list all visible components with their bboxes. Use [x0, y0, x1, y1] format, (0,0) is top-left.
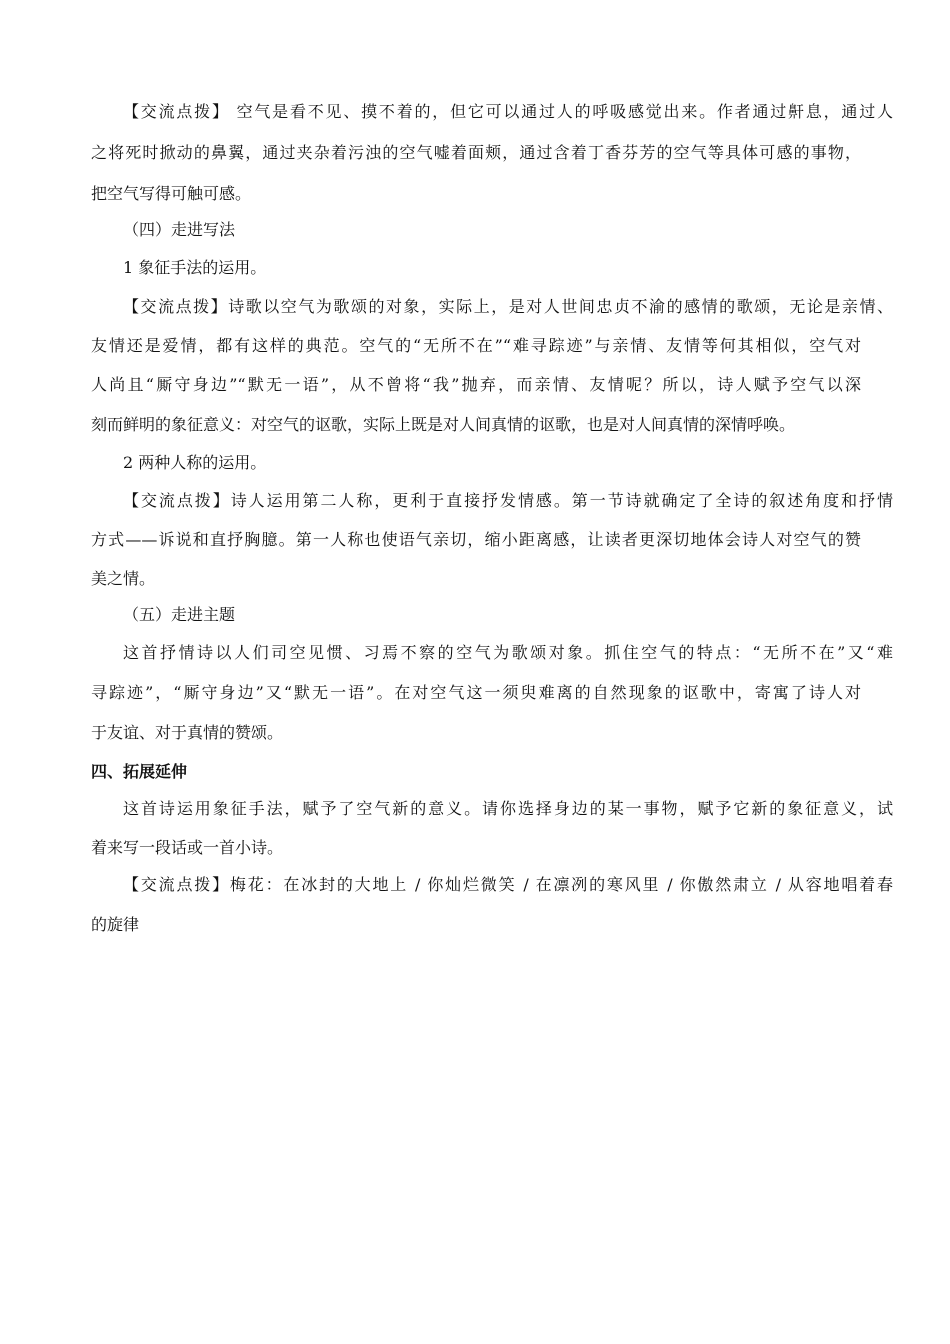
paragraph-line: 这首抒情诗以人们司空见惯、习焉不察的空气为歌颂对象。抓住空气的特点：“无所不在”又“难 [123, 643, 893, 662]
section-heading: （五）走进主题 [123, 605, 236, 624]
paragraph-line: 【交流点拨】诗人运用第二人称，更利于直接抒发情感。第一节诗就确定了全诗的叙述角度和抒情 [123, 491, 893, 510]
paragraph-line: 【交流点拨】梅花：在冰封的大地上 / 你灿烂微笑 / 在凛冽的寒风里 / 你傲然肃立 / 从容地唱着春 [123, 875, 893, 894]
subsection-heading: 2 两种人称的运用。 [123, 453, 267, 472]
paragraph-line: 【交流点拨】诗歌以空气为歌颂的对象，实际上，是对人世间忠贞不渝的感情的歌颂，无论是亲情、 [123, 297, 893, 316]
paragraph-line: 把空气写得可触可感。 [91, 184, 252, 203]
paragraph-line: 于友谊、对于真情的赞颂。 [91, 723, 284, 742]
paragraph-line: 方式——诉说和直抒胸臆。第一人称也使语气亲切，缩小距离感，让读者更深切地体会诗人对空气的赞 [91, 530, 861, 549]
chapter-heading: 四、拓展延伸 [91, 762, 188, 781]
paragraph-line: 【交流点拨】 空气是看不见、摸不着的，但它可以通过人的呼吸感觉出来。作者通过鼾息，通过人 [123, 102, 893, 121]
paragraph-line: 寻踪迹”，“厮守身边”又“默无一语”。在对空气这一须臾难离的自然现象的讴歌中，寄寓了诗人对 [91, 683, 861, 702]
paragraph-line: 人尚且“厮守身边”“默无一语”，从不曾将“我”抛弃，而亲情、友情呢？所以，诗人赋予空气以深 [91, 375, 861, 394]
paragraph-line: 刻而鲜明的象征意义：对空气的讴歌，实际上既是对人间真情的讴歌，也是对人间真情的深情呼唤。 [91, 415, 796, 434]
paragraph-line: 着来写一段话或一首小诗。 [91, 838, 284, 857]
paragraph-line: 美之情。 [91, 569, 156, 588]
paragraph-line: 这首诗运用象征手法，赋予了空气新的意义。请你选择身边的某一事物，赋予它新的象征意义，试 [123, 799, 893, 818]
section-heading: （四）走进写法 [123, 220, 236, 239]
paragraph-line: 之将死时掀动的鼻翼，通过夹杂着污浊的空气嘘着面颊，通过含着丁香芬芳的空气等具体可感的事物， [91, 143, 861, 162]
paragraph-line: 友情还是爱情，都有这样的典范。空气的“无所不在”“难寻踪迹”与亲情、友情等何其相似，空气对 [91, 336, 861, 355]
paragraph-line: 的旋律 [91, 915, 140, 934]
subsection-heading: 1 象征手法的运用。 [123, 258, 267, 277]
